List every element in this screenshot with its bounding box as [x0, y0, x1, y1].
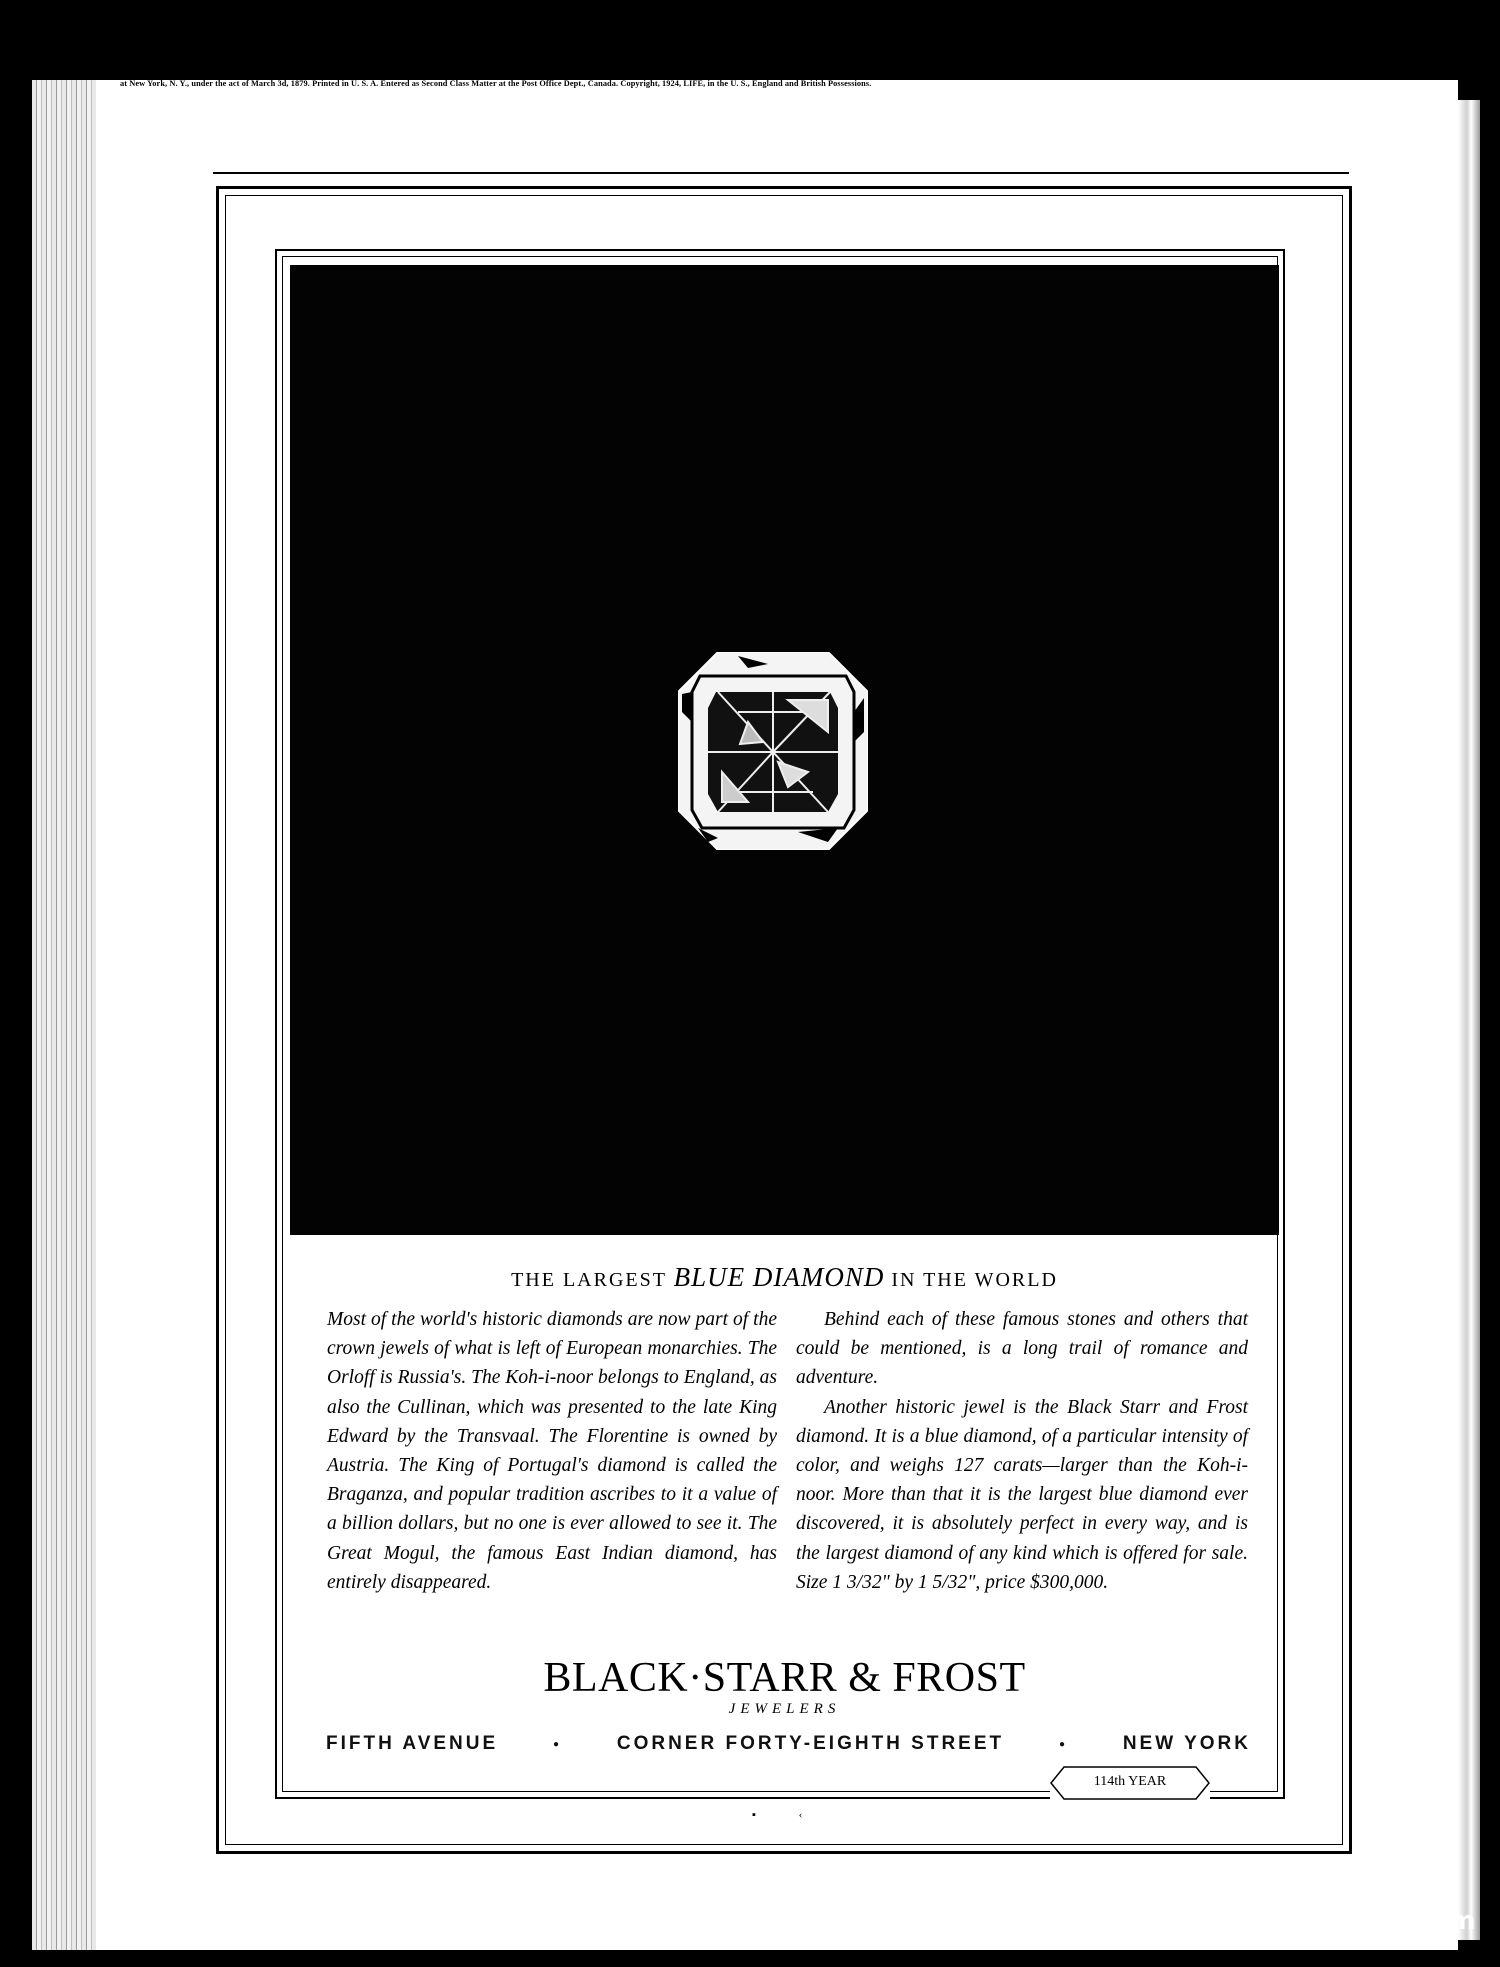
ad-headline [290, 1262, 1279, 1293]
separator-dot: ● [552, 1738, 563, 1750]
body-column-left [327, 1305, 777, 1597]
separator-dot: ● [1058, 1738, 1068, 1750]
store-address [326, 1733, 1251, 1755]
right-paragraph-1: Behind each of these famous stones and others that could be mentioned, is a long trail of romance and adventure. [796, 1309, 1248, 1389]
year-badge-text: 114th YEAR [1093, 1774, 1167, 1789]
masthead-rule [213, 172, 1349, 174]
address-street: FIFTH AVENUE [326, 1733, 499, 1754]
year-badge [1050, 1766, 1210, 1800]
masthead-line-2: at New York, N. Y., under the act of March 3d, 1879. Printed in U. S. A. Entered as Second Class Matter at the Post Office Dept., Canada. Copyright, 1924, LIFE, in the U. S., England and British Possessions. [120, 79, 872, 88]
address-city: NEW YORK [1122, 1733, 1251, 1754]
body-column-right [796, 1305, 1248, 1597]
printer-marks: ▪ ‹ [752, 1809, 823, 1821]
site-watermark: comicbooks.com [1227, 1906, 1477, 1936]
right-paragraph-2: Another historic jewel is the Black Starr and Frost diamond. It is a blue diamond, of a particular intensity of color, and weighs 127 carats—larger than the Koh-i-noor. More than that it is the largest blue diamond ever discovered, it is absolutely perfect in every way, and is the largest diamond of any kind which is offered for sale. Size 1 3/32" by 1 5/32", price $300,000. [796, 1396, 1248, 1593]
blue-diamond-illustration [678, 652, 868, 850]
headline-script: BLUE DIAMOND [673, 1262, 885, 1292]
masthead-line-1: LIFE. Published Weekly by Life Pub. Co., at 598 Madison Ave., New York, N. Y. Subscription, $5.00. Vol. 83. No. 2153. February 7, 1924. Entered as Second Class Matter June 8, 1883, at the Post Office [120, 70, 849, 79]
company-logo: BLACK·STARR & FROST [543, 1655, 1026, 1701]
jewelers-tagline: JEWELERS [728, 1701, 841, 1717]
headline-suffix: IN THE WORLD [884, 1269, 1058, 1291]
left-paragraph: Most of the world's historic diamonds are now part of the crown jewels of what is left of European monarchies. The Orloff is Russia's. The Koh-i-noor belongs to England, as also the Cullinan, which was presented to the late King Edward by the Transvaal. The Florentine is owned by Austria. The King of Portugal's diamond is called the Braganza, and popular tradition ascribes to it a value of a billion dollars, but no one is ever allowed to see it. The Great Mogul, the famous East Indian diamond, has entirely disappeared. [327, 1309, 777, 1593]
address-corner: CORNER FORTY-EIGHTH STREET [616, 1733, 1005, 1754]
book-page-edges [32, 80, 102, 1950]
masthead-imprint [120, 70, 1350, 88]
black-illustration-panel [290, 265, 1279, 1235]
book-gutter [1458, 100, 1480, 1940]
headline-prefix: THE LARGEST [511, 1269, 674, 1291]
